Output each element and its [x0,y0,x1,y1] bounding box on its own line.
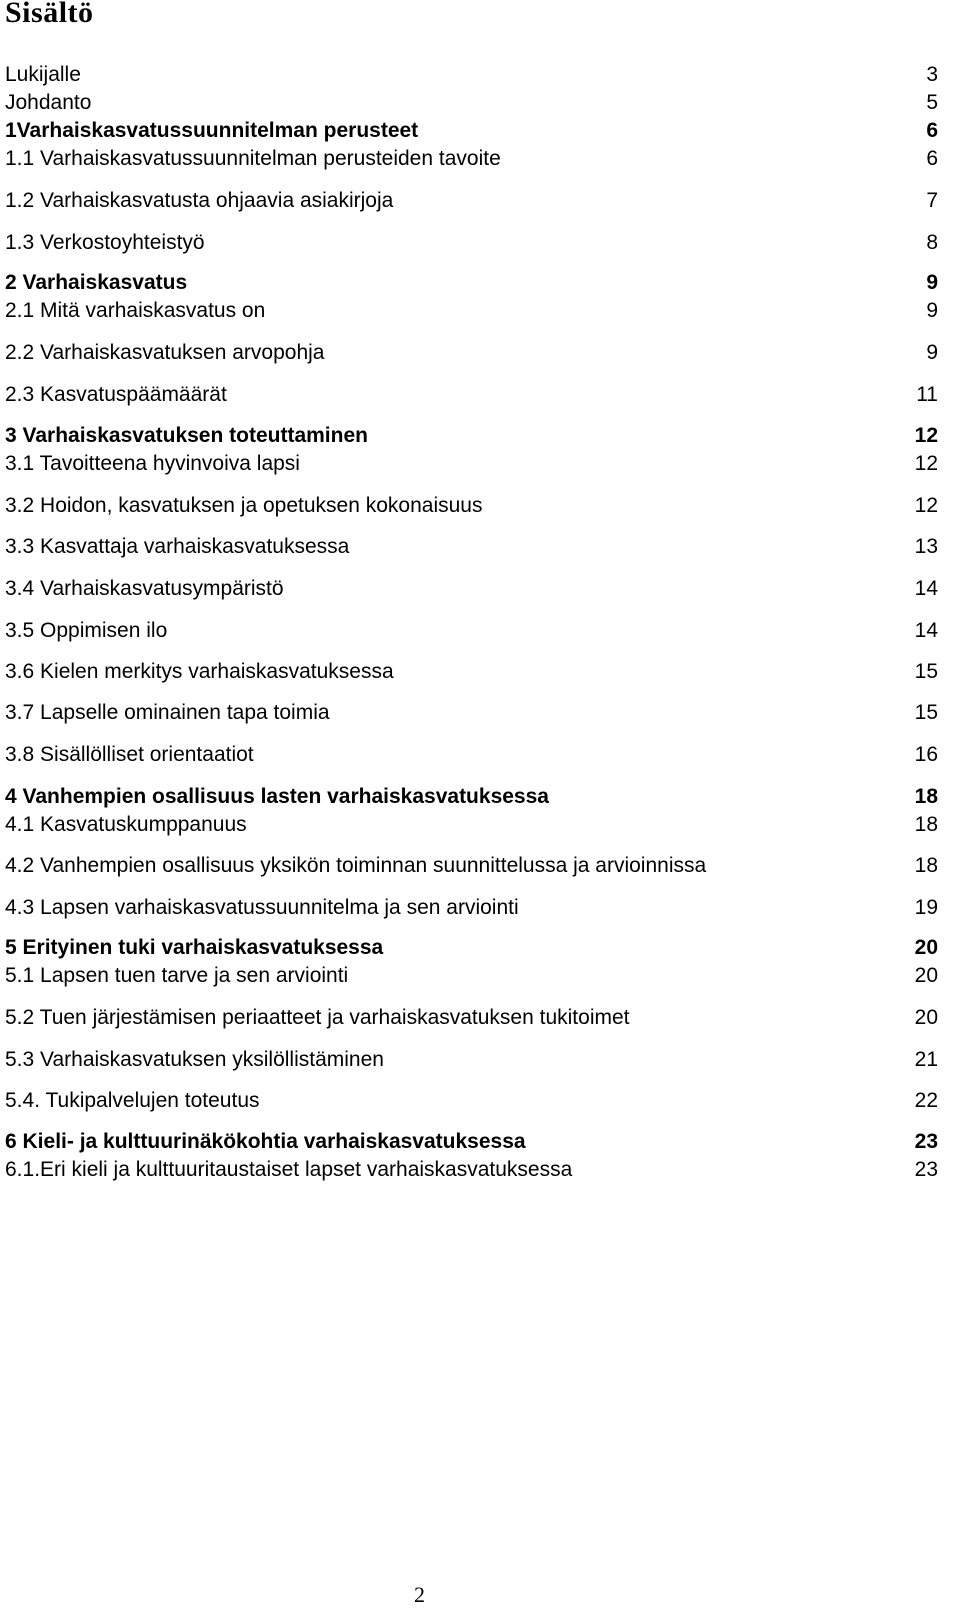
toc-entry-label: 2 Varhaiskasvatus [5,271,188,294]
toc-entry-label: 1Varhaiskasvatussuunnitelman perusteet [5,119,419,142]
toc-entry-label: 3.6 Kielen merkitys varhaiskasvatuksessa [5,660,394,683]
toc-entry-page: 9 [926,271,938,294]
toc-entry-label: 2.2 Varhaiskasvatuksen arvopohja [5,341,325,364]
toc-entry-page: 12 [914,452,938,475]
toc-entry-label: 2.3 Kasvatuspäämäärät [5,383,227,406]
toc-entry-label: 3.4 Varhaiskasvatusympäristö [5,577,284,600]
toc-entry-label: 6 Kieli- ja kulttuurinäkökohtia varhaiskasvatuksessa [5,1130,526,1153]
toc-entry-label: 4.1 Kasvatuskumppanuus [5,813,247,836]
toc-entry-page: 18 [914,813,938,836]
toc-entry-label: 3.1 Tavoitteena hyvinvoiva lapsi [5,452,300,475]
toc-entry-page: 5 [926,91,938,114]
toc-entry-page: 13 [914,535,938,558]
toc-entry-page: 20 [914,936,938,959]
toc-entry-label: 5.4. Tukipalvelujen toteutus [5,1089,260,1112]
toc-entry-page: 12 [914,424,938,447]
toc-entry-page: 3 [926,63,938,86]
toc-entry-label: 5 Erityinen tuki varhaiskasvatuksessa [5,936,384,959]
toc-entry-page: 21 [914,1048,938,1071]
toc-entry-page: 16 [914,743,938,766]
toc-entry-label: Johdanto [5,91,92,114]
toc-entry-label: 3.2 Hoidon, kasvatuksen ja opetuksen kokonaisuus [5,494,483,517]
toc-entry-label: 2.1 Mitä varhaiskasvatus on [5,299,266,322]
toc-entry-page: 6 [926,119,938,142]
toc-entry-page: 22 [914,1089,938,1112]
toc-entry-page: 9 [926,299,938,322]
toc-entry-page: 20 [914,1006,938,1029]
toc-entry-label: 6.1.Eri kieli ja kulttuuritaustaiset lapset varhaiskasvatuksessa [5,1158,573,1181]
toc-entry-page: 18 [914,785,938,808]
toc-entry-label: 3.8 Sisällölliset orientaatiot [5,743,254,766]
toc-entry-page: 19 [914,896,938,919]
toc-entry-page: 15 [914,701,938,724]
toc-entry-page: 20 [914,964,938,987]
toc-entry-label: 4.3 Lapsen varhaiskasvatussuunnitelma ja sen arviointi [5,896,519,919]
toc-entry-page: 23 [914,1158,938,1181]
toc-entry-label: 4 Vanhempien osallisuus lasten varhaiskasvatuksessa [5,785,549,808]
footer-page-number: 2 [414,1582,425,1607]
toc-entry-page: 14 [914,577,938,600]
page-title: Sisältö [5,0,94,29]
toc-entry-label: 4.2 Vanhempien osallisuus yksikön toiminnan suunnittelussa ja arvioinnissa [5,854,707,877]
toc-entry-label: Lukijalle [5,63,81,86]
toc-entry-page: 23 [914,1130,938,1153]
toc-entry-page: 15 [914,660,938,683]
toc-entry-label: 3.3 Kasvattaja varhaiskasvatuksessa [5,535,350,558]
toc-entry-label: 5.1 Lapsen tuen tarve ja sen arviointi [5,964,349,987]
toc-entry-page: 11 [916,383,938,406]
toc-entry-label: 5.3 Varhaiskasvatuksen yksilöllistäminen [5,1048,384,1071]
toc-entry-label: 1.3 Verkostoyhteistyö [5,231,205,254]
toc-entry-page: 18 [914,854,938,877]
toc-entry-label: 3.7 Lapselle ominainen tapa toimia [5,701,330,724]
toc-entry-label: 1.2 Varhaiskasvatusta ohjaavia asiakirjoja [5,189,394,212]
toc-entry-label: 1.1 Varhaiskasvatussuunnitelman perusteiden tavoite [5,147,501,170]
toc-entry-label: 5.2 Tuen järjestämisen periaatteet ja varhaiskasvatuksen tukitoimet [5,1006,630,1029]
toc-entry-page: 6 [926,147,938,170]
toc-entry-page: 7 [926,189,938,212]
toc-entry-page: 9 [926,341,938,364]
toc-entry-page: 12 [914,494,938,517]
toc-entry-page: 14 [914,619,938,642]
toc-entry-label: 3.5 Oppimisen ilo [5,619,168,642]
toc-entry-page: 8 [926,231,938,254]
toc-entry-label: 3 Varhaiskasvatuksen toteuttaminen [5,424,368,447]
